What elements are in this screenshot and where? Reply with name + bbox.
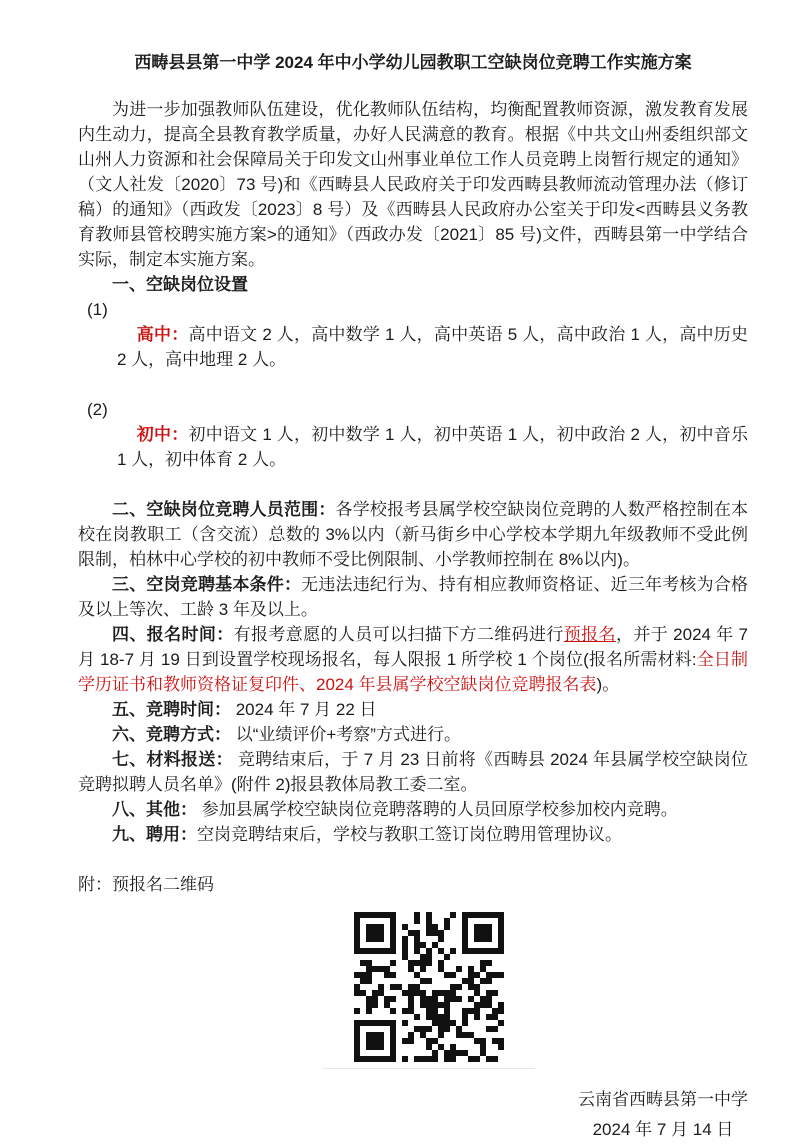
intro-paragraph: 为进一步加强教师队伍建设，优化教师队伍结构，均衡配置教师资源，激发教育发展内生动力，提高全县教育教学质量，办好人民满意的教育。根据《中共文山州委组织部文山州人力资源和社会保障局关于印发文山州事业单位工作人员竞聘上岗暂行规定的通知》（文人社发〔2020〕73 号)和《西畴县人民政府关于印发西畴县教师流动管理办法（修订稿）的通知》（西政发〔2023〕8 号）及《西畴县人民政府办公室关于印发<西畴县义务教育教师县管校聘实施方案>的通知》（西政办发〔2021〕85 号)文件，西畴县第一中学结合实际，制定本实施方案。 xyxy=(78,100,748,269)
section-7-paragraph xyxy=(78,747,748,797)
section-5-label: 五、竞聘时间： xyxy=(112,700,231,719)
signature-org: 云南省西畴县第一中学 xyxy=(578,1090,748,1109)
section-2-label: 二、空缺岗位竞聘人员范围： xyxy=(112,500,336,519)
section-7-text: 竞聘结束后，于 7 月 23 日前将《西畴县 2024 年县属学校空缺岗位竞聘拟聘人员名单》(附件 2)报县教体局教工委二室。 xyxy=(78,750,749,794)
middleschool-label: 初中： xyxy=(136,425,189,444)
section-2-paragraph xyxy=(78,497,748,572)
section-4-required-materials: 全日制学历证书和教师资格证复印件、2024 年县属学校空缺岗位竞聘报名表 xyxy=(78,650,749,694)
section-4-text-1: 有报考意愿的人员可以扫描下方二维码进行 xyxy=(233,625,564,644)
list-item-highschool xyxy=(78,297,753,397)
section-4-paragraph xyxy=(78,622,753,697)
attachment-label: 附：预报名二维码 xyxy=(78,875,214,894)
section-3-text: 无违法违纪行为、持有相应教师资格证、近三年考核为合格及以上等次、工龄 3 年及以上。 xyxy=(78,575,749,619)
section-4-text-2: ，并于 2024 年 7 月 18-7 月 19 日到设置学校现场报名，每人限报 1 所学校 1 个岗位(报名所需材料: xyxy=(78,625,753,669)
section-3-paragraph xyxy=(78,572,748,622)
section-5-paragraph xyxy=(78,697,748,722)
section-4-label: 四、报名时间： xyxy=(112,625,234,644)
section-6-text: 以“业绩评价+考察”方式进行。 xyxy=(231,725,461,744)
section-6-paragraph xyxy=(78,722,748,747)
section-1-heading: 一、空缺岗位设置 xyxy=(112,275,248,294)
section-5-text: 2024 年 7 月 22 日 xyxy=(231,700,377,719)
pre-registration-qr-code-image xyxy=(354,912,504,1062)
highschool-label: 高中： xyxy=(136,325,189,344)
qr-code-svg xyxy=(354,912,504,1062)
signature-block xyxy=(78,1085,748,1145)
list-marker: (2) xyxy=(87,400,108,419)
section-6-label: 六、竞聘方式： xyxy=(112,725,231,744)
section-8-label: 八、其他： xyxy=(112,800,197,819)
section-9-paragraph xyxy=(78,822,748,847)
signature-date: 2024 年 7 月 14 日 xyxy=(592,1120,734,1139)
divider-line xyxy=(323,1068,535,1069)
document-title: 西畴县县第一中学 2024 年中小学幼儿园教职工空缺岗位竞聘工作实施方案 xyxy=(134,53,692,72)
section-8-paragraph xyxy=(78,797,748,822)
highschool-positions: 高中语文 2 人，高中数学 1 人，高中英语 5 人，高中政治 1 人，高中历史 2 人，高中地理 2 人。 xyxy=(117,325,753,369)
section-4-text-3: )。 xyxy=(596,675,620,694)
middleschool-positions: 初中语文 1 人，初中数学 1 人，初中英语 1 人，初中政治 2 人，初中音乐 1 人，初中体育 2 人。 xyxy=(117,425,753,469)
list-item-middleschool xyxy=(78,397,753,497)
section-9-label: 九、聘用： xyxy=(112,825,197,844)
list-marker: (1) xyxy=(87,300,108,319)
pre-registration-link[interactable]: 预报名 xyxy=(563,625,616,644)
section-8-text: 参加县属学校空缺岗位竞聘落聘的人员回原学校参加校内竞聘。 xyxy=(197,800,678,819)
section-9-text: 空岗竞聘结束后，学校与教职工签订岗位聘用管理协议。 xyxy=(197,825,622,844)
section-7-label: 七、材料报送： xyxy=(112,750,233,769)
section-2-text: 各学校报考县属学校空缺岗位竞聘的人数严格控制在本校在岗教职工（含交流）总数的 3%以内（新马街乡中心学校本学期九年级教师不受此例限制，柏林中心学校的初中教师不受比例限制、小学教师控制在 8%以内)。 xyxy=(78,500,749,569)
section-3-label: 三、空岗竞聘基本条件： xyxy=(112,575,302,594)
